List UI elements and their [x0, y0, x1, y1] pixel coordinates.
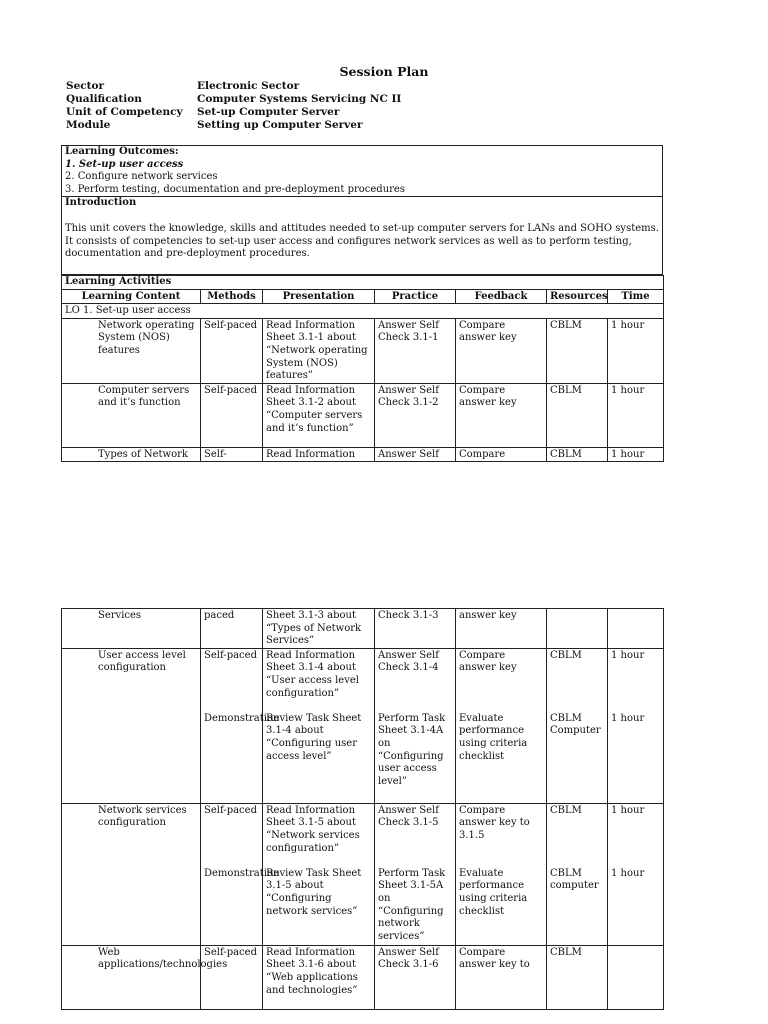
outcomes-heading: Learning Outcomes: [65, 146, 179, 157]
table-row [62, 648, 664, 803]
feedback: Evaluate performance using criteria checklist [459, 712, 528, 762]
cell [263, 803, 375, 945]
cell [608, 803, 664, 945]
feedback: Compare answer key to 3.1.5 [459, 804, 530, 841]
table-row [62, 383, 664, 447]
cell: 1 hour [608, 383, 664, 447]
feedback: Evaluate performance using criteria checklist [459, 867, 528, 917]
meta-row-qualification [66, 93, 401, 106]
cell: User access level configuration [62, 648, 201, 803]
learning-outcomes [62, 146, 662, 197]
session-meta [66, 80, 401, 132]
table-header-row [62, 289, 664, 304]
lo-label: LO 1. Set-up user access [62, 304, 664, 319]
meta-row-module [66, 119, 401, 132]
cell: CBLM [547, 447, 608, 462]
cell: Network operating System (NOS) features [62, 318, 201, 383]
meta-value: Setting up Computer Server [197, 119, 363, 131]
activities-table-page1 [61, 275, 664, 462]
cell [547, 648, 608, 803]
page-title: Session Plan [339, 64, 429, 79]
feedback: Compare answer key [459, 649, 517, 674]
resources: CBLM [550, 804, 582, 816]
cell: Types of Network [62, 447, 201, 462]
cell [608, 609, 664, 649]
practice: Perform Task Sheet 3.1-4A on “Configuring user access level” [378, 712, 446, 787]
cell: CBLM [547, 318, 608, 383]
cell: Compare answer key to [456, 945, 547, 1009]
practice: Answer Self Check 3.1-5 [378, 804, 439, 829]
cell [547, 609, 608, 649]
cell: Self-paced [201, 945, 263, 1009]
method: Demonstration [204, 867, 280, 879]
meta-value: Electronic Sector [197, 80, 300, 92]
cell: Web applications/technologies [62, 945, 201, 1009]
cell: Answer Self Check 3.1-1 [375, 318, 456, 383]
table-row [62, 803, 664, 945]
time: 1 hour [611, 649, 645, 661]
table-row [62, 447, 664, 462]
col-header: Practice [375, 289, 456, 304]
outcome-item: 2. Configure network services [65, 171, 218, 183]
cell [456, 648, 547, 803]
cell: Self-paced [201, 318, 263, 383]
cell: Compare [456, 447, 547, 462]
intro-heading: Introduction [65, 197, 137, 209]
activities-heading: Learning Activities [62, 276, 664, 290]
col-header: Feedback [456, 289, 547, 304]
practice: Answer Self Check 3.1-4 [378, 649, 439, 674]
cell [547, 803, 608, 945]
outcome-item: 1. Set-up user access [65, 158, 184, 170]
cell: Read Information Sheet 3.1-6 about “Web applications and technologies” [263, 945, 375, 1009]
meta-key: Sector [66, 80, 105, 92]
introduction [62, 197, 662, 273]
meta-value: Computer Systems Servicing NC II [197, 93, 402, 105]
presentation: Read Information Sheet 3.1-5 about “Network services configuration” [266, 804, 360, 854]
method: Self-paced [204, 804, 257, 816]
cell: Compare answer key [456, 318, 547, 383]
cell: Computer servers and it’s function [62, 383, 201, 447]
col-header: Learning Content [62, 289, 201, 304]
activities-table-page2 [61, 608, 664, 1010]
cell [201, 648, 280, 803]
method: Self-paced [204, 649, 257, 661]
method: Demonstration [204, 712, 280, 724]
col-header: Time [608, 289, 664, 304]
col-header: Resources [547, 289, 608, 304]
resources: CBLM computer [550, 867, 599, 892]
time: 1 hour [611, 804, 645, 816]
meta-key: Unit of Competency [66, 106, 183, 118]
meta-key: Module [66, 119, 111, 131]
cell: Network services configuration [62, 803, 201, 945]
cell: Self- [201, 447, 263, 462]
cell: Answer Self Check 3.1-2 [375, 383, 456, 447]
intro-text: This unit covers the knowledge, skills and attitudes needed to set-up computer servers for LANs and SOHO systems. It consists of competencies to set-up user access and configures network services as well as to perform testing, documentation and pre-deployment procedures. [65, 222, 659, 260]
cell [201, 803, 280, 945]
outcome-item: 3. Perform testing, documentation and pre-deployment procedures [65, 183, 405, 195]
cell [375, 803, 456, 945]
cell: Compare answer key [456, 383, 547, 447]
presentation: Review Task Sheet 3.1-5 about “Configuring network services” [266, 867, 362, 917]
meta-value: Set-up Computer Server [197, 106, 340, 118]
outcomes-intro-box [61, 145, 663, 275]
presentation: Review Task Sheet 3.1-4 about “Configuring user access level” [266, 712, 362, 762]
cell: Self-paced [201, 383, 263, 447]
cell: Check 3.1-3 [375, 609, 456, 649]
cell: Sheet 3.1-3 about “Types of Network Services” [263, 609, 375, 649]
cell: Read Information [263, 447, 375, 462]
cell [608, 648, 664, 803]
time: 1 hour [611, 712, 645, 724]
cell [456, 803, 547, 945]
cell: paced [201, 609, 263, 649]
meta-key: Qualification [66, 93, 142, 105]
cell: CBLM [547, 383, 608, 447]
cell: Answer Self [375, 447, 456, 462]
lo-row [62, 304, 664, 319]
col-header: Methods [201, 289, 263, 304]
cell: answer key [456, 609, 547, 649]
practice: Perform Task Sheet 3.1-5A on “Configuring network services” [378, 867, 446, 942]
resources: CBLM Computer [550, 712, 601, 737]
cell: Services [62, 609, 201, 649]
table-row [62, 318, 664, 383]
cell [263, 648, 375, 803]
cell: 1 hour [608, 447, 664, 462]
time: 1 hour [611, 867, 645, 879]
activities-heading-row [62, 276, 664, 290]
cell: Read Information Sheet 3.1-2 about “Computer servers and it’s function” [263, 383, 375, 447]
meta-row-sector [66, 80, 401, 93]
presentation: Read Information Sheet 3.1-4 about “User access level configuration” [266, 649, 359, 699]
table-row [62, 945, 664, 1009]
col-header: Presentation [263, 289, 375, 304]
cell: 1 hour [608, 318, 664, 383]
resources: CBLM [550, 649, 582, 661]
meta-row-unit [66, 106, 401, 119]
cell: CBLM [547, 945, 608, 1009]
table-row [62, 609, 664, 649]
cell: Answer Self Check 3.1-6 [375, 945, 456, 1009]
cell: Read Information Sheet 3.1-1 about “Network operating System (NOS) features” [263, 318, 375, 383]
cell [375, 648, 456, 803]
cell [608, 945, 664, 1009]
